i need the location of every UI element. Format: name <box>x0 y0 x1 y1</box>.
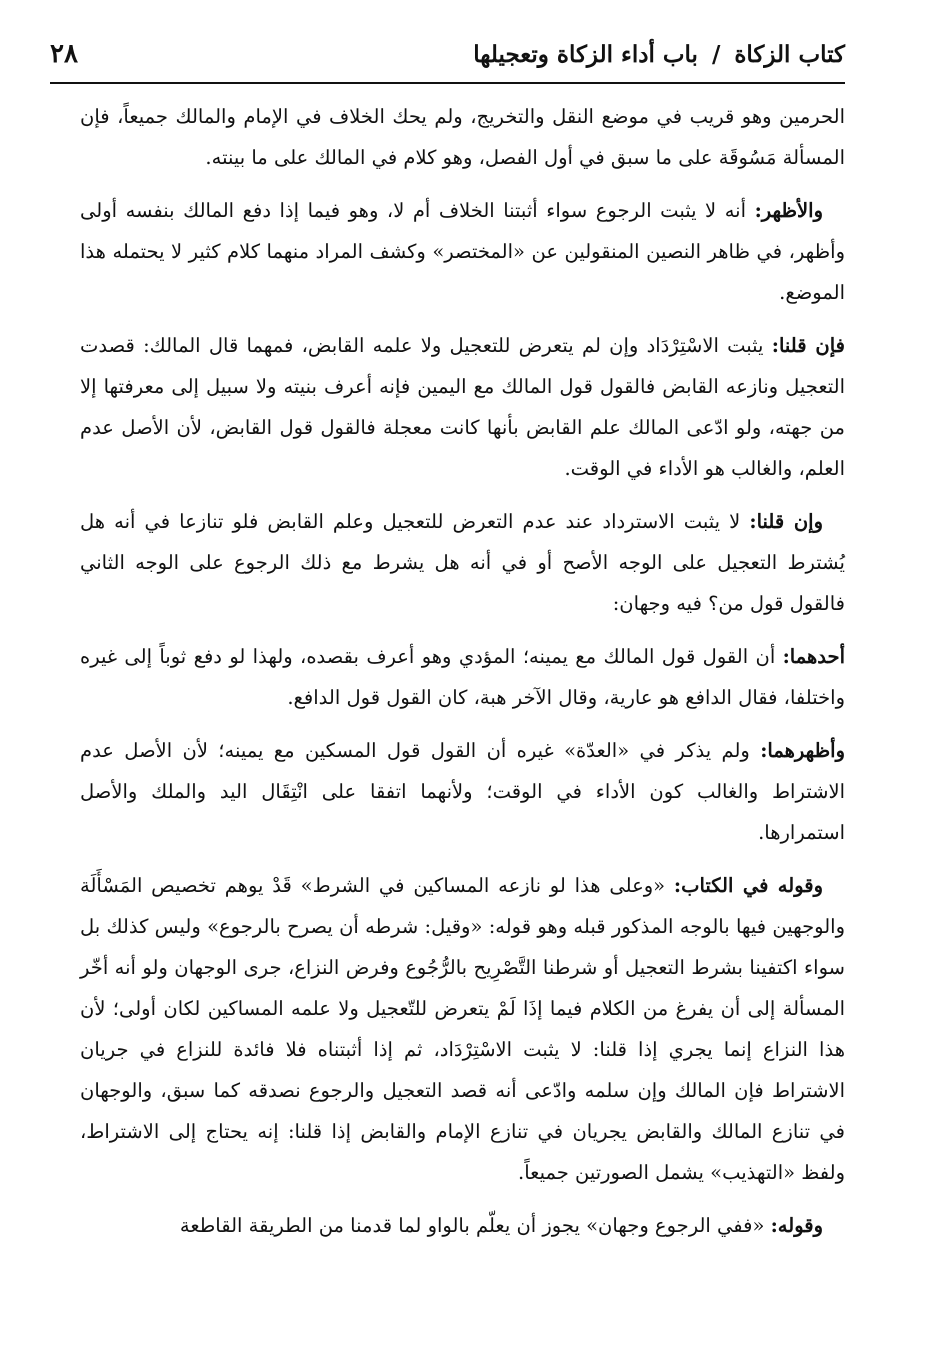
paragraph-lead: وقوله: <box>770 1214 823 1237</box>
paragraph-5 <box>80 636 845 718</box>
paragraph-lead: وأظهرهما: <box>760 739 845 762</box>
paragraph-lead: وقوله في الكتاب: <box>673 874 824 897</box>
paragraph-6 <box>80 730 845 853</box>
running-head <box>80 34 845 74</box>
title-separator: / <box>711 40 721 68</box>
paragraph-1 <box>80 96 845 178</box>
paragraph-text: يثبت الاسْتِرْدَاد وإن لم يتعرض للتعجيل ولا علمه القابض، فمهما قال المالك: قصدت التعجيل ونازعه القابض فالقول قول المالك مع اليمين فإنه أعرف بنيته ولا سبيل إلى معرفتها إلا من جهته، ولو ادّعى المالك علم القابض بأنها كانت معجلة فالقول قول القابض، لأن الأصل عدم العلم، والغالب هو الأداء في الوقت. <box>80 334 845 480</box>
paragraph-2 <box>80 190 845 313</box>
page-number: ٢٨ <box>50 39 78 69</box>
chapter-title: باب أداء الزكاة وتعجيلها <box>473 40 698 68</box>
paragraph-7 <box>80 865 845 1193</box>
paragraph-text: أنه لا يثبت الرجوع سواء أثبتنا الخلاف أم لا، وهو فيما إذا دفع المالك بنفسه أولى وأظهر، في ظاهر النصين المنقولين عن «المختصر» وكشف المراد منهما كلام كثير لا يحتمله هذا الموضع. <box>80 199 845 304</box>
paragraph-text: «وعلى هذا لو نازعه المساكين في الشرط» قَدْ يوهم تخصيص المَسْأَلَة والوجهين فيها بالوجه المذكور قبله وهو قوله: «وقيل: شرطه أن يصرح بالرجوع» وليس كذلك بل سواء اكتفينا بشرط التعجيل أو شرطنا التَّصْرِيح بالرُّجُوع وفرض النزاع، جرى الوجهان ولو أنه أخّر المسألة إلى أن يفرغ من الكلام فيما إذَا لَمْ يتعرض للتّعجيل ولا علمه المساكين لكان أولى؛ لأن هذا النزاع إنما يجري إذا قلنا: لا يثبت الاسْتِرْدَاد، ثم إذا أثبتناه فلا فائدة للنزاع في جريان الاشتراط فإن المالك وإن سلمه وادّعى أنه قصد التعجيل والرجوع نصدقه كما سبق، والوجهان في تنازع المالك والقابض يجريان في تنازع الإمام والقابض إذا قلنا: إنه يحتاج إلى الاشتراط، ولفظ «التهذيب» يشمل الصورتين جميعاً. <box>80 874 845 1184</box>
paragraph-text: الحرمين وهو قريب في موضع النقل والتخريج، ولم يحك الخلاف في الإمام والمالك جميعاً، فإن المسألة مَسُوقَة على ما سبق في أول الفصل، وهو كلام في المالك على ما بينته. <box>80 105 845 169</box>
paragraph-8 <box>80 1205 845 1246</box>
paragraph-lead: أحدهما: <box>782 645 845 668</box>
paragraph-lead: والأظهر: <box>754 199 823 222</box>
paragraph-lead: وإن قلنا: <box>749 510 824 533</box>
book-title: كتاب الزكاة <box>734 40 845 68</box>
header-rule <box>50 82 845 84</box>
paragraph-3 <box>80 325 845 489</box>
paragraph-4 <box>80 501 845 624</box>
paragraph-text: ولم يذكر في «العدّة» غيره أن القول قول المسكين مع يمينه؛ لأن الأصل عدم الاشتراط والغالب كون الأداء في الوقت؛ ولأنهما اتفقا على انْتِقَال اليد والملك والأصل استمرارها. <box>80 739 845 844</box>
body-text <box>80 96 845 1258</box>
paragraph-text: «ففي الرجوع وجهان» يجوز أن يعلّم بالواو لما قدمنا من الطريقة القاطعة <box>179 1214 765 1237</box>
paragraph-text: لا يثبت الاسترداد عند عدم التعرض للتعجيل وعلم القابض فلو تنازعا في أنه هل يُشترط التعجيل على الوجه الأصح أو في أنه هل يشرط مع ذلك الرجوع على الوجه الثاني فالقول قول من؟ فيه وجهان: <box>80 510 845 615</box>
paragraph-lead: فإن قلنا: <box>771 334 845 357</box>
paragraph-text: أن القول قول المالك مع يمينه؛ المؤدي وهو أعرف بقصده، ولهذا لو دفع ثوباً إلى غيره واختلفا، فقال الدافع هو عارية، وقال الآخر هبة، كان القول قول الدافع. <box>80 645 845 709</box>
